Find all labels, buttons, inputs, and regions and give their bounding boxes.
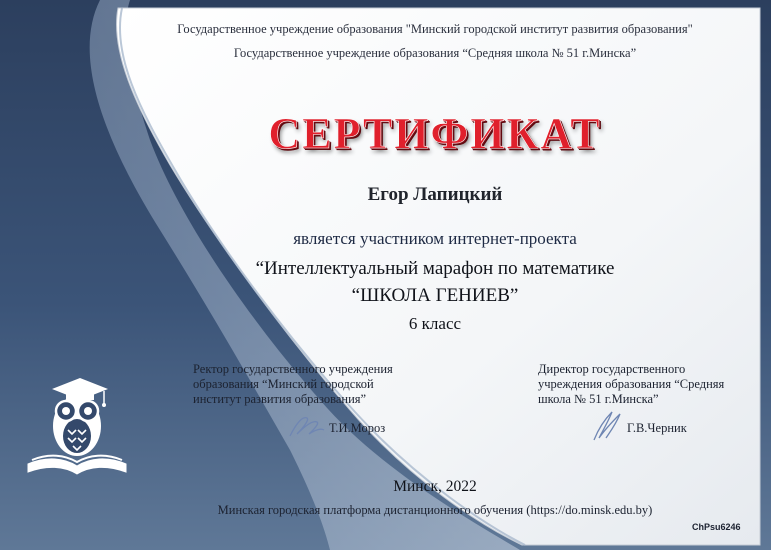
recipient-name: Егор Лапицкий <box>367 184 503 205</box>
right-signatory-title: Директор государственного учреждения образования “Средняя школа № 51 г.Минска” <box>538 362 725 406</box>
grade-label: 6 класс <box>408 314 462 333</box>
issuer-organization: Государственное учреждение образования "Минский городской институт развития образования" <box>177 22 693 36</box>
project-name: “Интеллектуальный марафон по математике <box>255 258 615 279</box>
city-year: Минск, 2022 <box>393 478 477 495</box>
platform-info: Минская городская платформа дистанционного обучения (https://do.minsk.edu.by) <box>217 503 653 517</box>
left-signatory-title: Ректор государственного учреждения образования “Минский городской институт развития образования” <box>193 362 393 406</box>
school-organization: Государственное учреждение образования “Средняя школа № 51 г.Минска” <box>233 46 637 60</box>
certificate-code: ChPsu6246 <box>692 522 741 532</box>
right-signatory-name: Г.В.Черник <box>627 421 687 435</box>
participant-statement: является участником интернет-проекта <box>293 229 577 248</box>
certificate-title: СЕРТИФИКАТ <box>268 109 602 158</box>
left-signatory-name: Т.И.Мороз <box>329 421 386 435</box>
project-subtitle: “ШКОЛА ГЕНИЕВ” <box>351 285 519 306</box>
